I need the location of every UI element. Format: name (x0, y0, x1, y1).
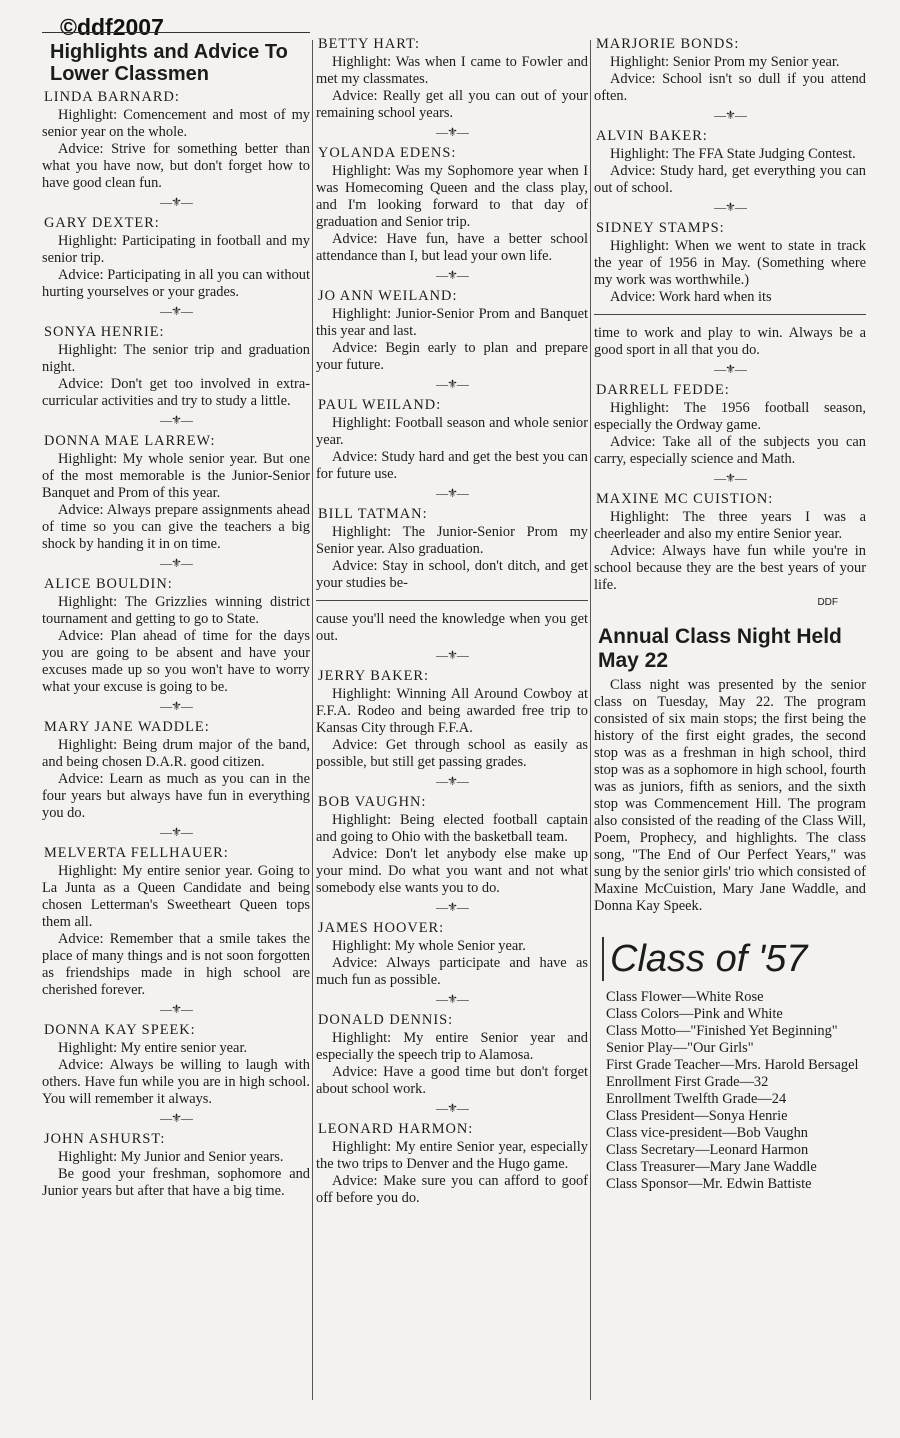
highlight-text: Highlight: The 1956 football season, especially the Ordway game. (594, 400, 866, 433)
student-name: MELVERTA FELLHAUER: (44, 845, 229, 861)
entry (316, 668, 588, 771)
entry (316, 145, 588, 265)
student-name: JO ANN WEILAND: (318, 288, 458, 304)
ornament-divider: —⚜— (436, 377, 468, 391)
entries-col-2 (316, 36, 588, 1207)
ornament-divider: —⚜— (714, 108, 746, 122)
class57-fact: Enrollment Twelfth Grade—24 (606, 1091, 787, 1107)
entry (316, 920, 588, 989)
class57-fact: Class vice-president—Bob Vaughn (606, 1125, 808, 1141)
student-name: JERRY BAKER: (318, 668, 430, 684)
advice-text: Advice: Plan ahead of time for the days you are going to be absent and have your excuses made up so you won't have to worry what your excuse is going to be. (42, 628, 310, 695)
advice-text: Advice: Take all of the subjects you can carry, especially science and Math. (594, 434, 866, 467)
ornament-divider: —⚜— (160, 556, 192, 570)
column-rule (312, 40, 313, 1400)
highlight-text: Highlight: The Junior-Senior Prom my Senior year. Also graduation. (316, 524, 588, 557)
class57-fact: Class Secretary—Leonard Harmon (606, 1142, 809, 1158)
advice-text: Advice: Always have fun while you're in school because they are the best years of your life. (594, 543, 866, 593)
class57-fact: Class Flower—White Rose (606, 989, 764, 1005)
advice-text: Advice: Have a good time but don't forget about school work. (316, 1064, 588, 1097)
student-name: JOHN ASHURST: (44, 1131, 166, 1147)
student-name: LEONARD HARMON: (318, 1121, 474, 1137)
student-name: JAMES HOOVER: (318, 920, 445, 936)
student-name: BOB VAUGHN: (318, 794, 427, 810)
entry (316, 1121, 588, 1207)
ornament-divider: —⚜— (436, 486, 468, 500)
entry (594, 36, 866, 105)
advice-text: Advice: Participating in all you can without hurting yourselves or your grades. (42, 267, 310, 300)
entry (594, 128, 866, 197)
class57-fact: Enrollment First Grade—32 (606, 1074, 769, 1090)
highlight-text: Highlight: My whole Senior year. (332, 938, 526, 954)
column-break-rule (594, 314, 866, 315)
student-name: LINDA BARNARD: (44, 89, 180, 105)
entry (42, 433, 310, 553)
advice-text: Advice: Have fun, have a better school attendance than I, but lead your own life. (316, 231, 588, 264)
highlight-text: Highlight: The senior trip and graduation night. (42, 342, 310, 375)
entry (42, 1022, 310, 1108)
column-1 (42, 32, 310, 1200)
entries-col-3 (594, 36, 866, 594)
entry (42, 215, 310, 301)
highlight-text: Highlight: My entire senior year. Going to La Junta as a Queen Candidate and being chosen Letterman's Sweetheart Queen tops them all. (42, 863, 310, 930)
class57-fact: Class Sponsor—Mr. Edwin Battiste (606, 1176, 812, 1192)
advice-text: Advice: Get through school as easily as possible, but still get passing grades. (316, 737, 588, 770)
entry (42, 719, 310, 822)
highlight-text: Highlight: My whole senior year. But one of the most memorable is the Junior-Senior Banquet and Prom of this year. (42, 451, 310, 501)
student-name: BILL TATMAN: (318, 506, 428, 522)
ornament-divider: —⚜— (160, 1111, 192, 1125)
class57-fact: Senior Play—"Our Girls" (606, 1040, 754, 1056)
ornament-divider: —⚜— (714, 471, 746, 485)
entry (42, 1131, 310, 1200)
highlight-text: Highlight: When we went to state in track the year of 1956 in May. (Something where my work was worthwhile.) (594, 238, 866, 288)
entries-col-1 (42, 89, 310, 1200)
student-name: YOLANDA EDENS: (318, 145, 457, 161)
class57-fact: Class President—Sonya Henrie (606, 1108, 788, 1124)
class57-facts (606, 989, 866, 1193)
highlight-text: Highlight: Comencement and most of my senior year on the whole. (42, 107, 310, 140)
entry (42, 324, 310, 410)
advice-text: Advice: Strive for something better than what you have now, but don't forget how to have good clean fun. (42, 141, 310, 191)
advice-text: Advice: Work hard when its (610, 289, 772, 305)
class57-fact: Class Motto—"Finished Yet Beginning" (606, 1023, 838, 1039)
entry (42, 89, 310, 192)
column-3 (594, 32, 866, 1193)
highlight-text: Highlight: My entire Senior year, especially the two trips to Denver and the Hugo game. (316, 1139, 588, 1172)
advice-text: Advice: Stay in school, don't ditch, and get your studies be- (316, 558, 588, 591)
entry (316, 397, 588, 483)
entry (594, 382, 866, 468)
student-name: MARJORIE BONDS: (596, 36, 740, 52)
ornament-divider: —⚜— (436, 900, 468, 914)
highlight-text: Highlight: The Grizzlies winning district tournament and getting to go to State. (42, 594, 310, 627)
column-rule (590, 40, 591, 1400)
student-name: SIDNEY STAMPS: (596, 220, 725, 236)
highlight-text: Highlight: Football season and whole senior year. (316, 415, 588, 448)
highlight-text: Highlight: Senior Prom my Senior year. (610, 54, 840, 70)
column-2 (316, 32, 588, 1207)
ornament-divider: —⚜— (160, 304, 192, 318)
highlight-text: Highlight: Being drum major of the band, and being chosen D.A.R. good citizen. (42, 737, 310, 770)
entry (594, 220, 866, 359)
student-name: PAUL WEILAND: (318, 397, 442, 413)
advice-text: Advice: Really get all you can out of your remaining school years. (316, 88, 588, 121)
student-name: DARRELL FEDDE: (596, 382, 730, 398)
highlight-text: Highlight: My entire senior year. (58, 1040, 248, 1056)
class-night-body: Class night was presented by the senior class on Tuesday, May 22. The program consisted of six main stops; the first being the history of the first eight grades, the second stop was as a freshman in high school, third stop was as a sophomore in high school, fourth was as juniors, fifth as seniors, and the sixth stop was Commencement Hill. The program also consisted of the reading of the Class Will, Poem, Prophecy, and highlights. The class song, "The End of Our Perfect Years," was sung by the senior girls' trio which consisted of Maxine McCuistion, Mary Jane Waddle, and Donna Kay Speek. (594, 677, 866, 914)
highlight-text: Highlight: Was my Sophomore year when I was Homecoming Queen and the class play, and I'm looking forward to that day of graduation and Senior trip. (316, 163, 588, 230)
ornament-divider: —⚜— (436, 1101, 468, 1115)
advice-text: Advice: Always participate and have as much fun as possible. (316, 955, 588, 988)
entry (316, 506, 588, 645)
ornament-divider: —⚜— (714, 200, 746, 214)
advice-text: Advice: Study hard and get the best you can for future use. (316, 449, 588, 482)
advice-text: Advice: School isn't so dull if you attend often. (594, 71, 866, 104)
advice-text: Advice: Study hard, get everything you can out of school. (594, 163, 866, 196)
advice-continued: time to work and play to win. Always be a good sport in all that you do. (594, 325, 866, 358)
advice-text: Be good your freshman, sophomore and Junior years but after that have a big time. (42, 1166, 310, 1199)
class57-fact: Class Colors—Pink and White (606, 1006, 783, 1022)
highlight-text: Highlight: Was when I came to Fowler and met my classmates. (316, 54, 588, 87)
student-name: DONALD DENNIS: (318, 1012, 454, 1028)
ornament-divider: —⚜— (714, 362, 746, 376)
entry (42, 576, 310, 696)
column-break-rule (316, 600, 588, 601)
copyright-mark: ©ddf2007 (60, 14, 164, 40)
advice-text: Advice: Learn as much as you can in the four years but always have fun in everything you do. (42, 771, 310, 821)
ddf-mark: DDF (817, 597, 838, 608)
advice-text: Advice: Always be willing to laugh with others. Have fun while you are in high school. You will remember it always. (42, 1057, 310, 1107)
highlight-text: Highlight: The FFA State Judging Contest. (610, 146, 856, 162)
student-name: DONNA MAE LARREW: (44, 433, 216, 449)
ornament-divider: —⚜— (436, 125, 468, 139)
entry (42, 845, 310, 999)
class-night-title: Annual Class Night Held May 22 (598, 625, 842, 672)
ornament-divider: —⚜— (160, 825, 192, 839)
ornament-divider: —⚜— (160, 699, 192, 713)
student-name: ALICE BOULDIN: (44, 576, 173, 592)
class57-title: Class of '57 (602, 937, 866, 981)
student-name: ALVIN BAKER: (596, 128, 708, 144)
highlight-text: Highlight: The three years I was a cheerleader and also my entire Senior year. (594, 509, 866, 542)
entry (316, 288, 588, 374)
student-name: SONYA HENRIE: (44, 324, 165, 340)
ornament-divider: —⚜— (436, 992, 468, 1006)
advice-text: Advice: Remember that a smile takes the place of many things and is not soon forgotten as friendships made in high school are cherished forever. (42, 931, 310, 998)
entry (316, 36, 588, 122)
student-name: GARY DEXTER: (44, 215, 160, 231)
advice-text: Advice: Don't let anybody else make up your mind. Do what you want and not what somebody else wants you to do. (316, 846, 588, 896)
student-name: MARY JANE WADDLE: (44, 719, 210, 735)
entry (594, 491, 866, 594)
section-title: Highlights and Advice To Lower Classmen (50, 41, 288, 85)
highlight-text: Highlight: Being elected football captain and going to Ohio with the basketball team. (316, 812, 588, 845)
ornament-divider: —⚜— (436, 774, 468, 788)
highlight-text: Highlight: My Junior and Senior years. (58, 1149, 284, 1165)
entry (316, 794, 588, 897)
advice-continued: cause you'll need the knowledge when you get out. (316, 611, 588, 644)
student-name: BETTY HART: (318, 36, 421, 52)
ornament-divider: —⚜— (436, 268, 468, 282)
advice-text: Advice: Don't get too involved in extra-curricular activities and try to study a little. (42, 376, 310, 409)
ornament-divider: —⚜— (160, 195, 192, 209)
ornament-divider: —⚜— (160, 413, 192, 427)
highlight-text: Highlight: My entire Senior year and especially the speech trip to Alamosa. (316, 1030, 588, 1063)
student-name: DONNA KAY SPEEK: (44, 1022, 196, 1038)
entry (316, 1012, 588, 1098)
highlight-text: Highlight: Participating in football and my senior trip. (42, 233, 310, 266)
ornament-divider: —⚜— (160, 1002, 192, 1016)
student-name: MAXINE MC CUISTION: (596, 491, 774, 507)
highlight-text: Highlight: Junior-Senior Prom and Banquet this year and last. (316, 306, 588, 339)
class57-fact: First Grade Teacher—Mrs. Harold Bersagel (606, 1057, 859, 1073)
advice-text: Advice: Make sure you can afford to goof off before you do. (316, 1173, 588, 1206)
advice-text: Advice: Always prepare assignments ahead of time so you can give the teachers a big shock by handing it in on time. (42, 502, 310, 552)
ornament-divider: —⚜— (436, 648, 468, 662)
advice-text: Advice: Begin early to plan and prepare your future. (316, 340, 588, 373)
class57-fact: Class Treasurer—Mary Jane Waddle (606, 1159, 817, 1175)
highlight-text: Highlight: Winning All Around Cowboy at F.F.A. Rodeo and being awarded free trip to Kansas City through F.F.A. (316, 686, 588, 736)
